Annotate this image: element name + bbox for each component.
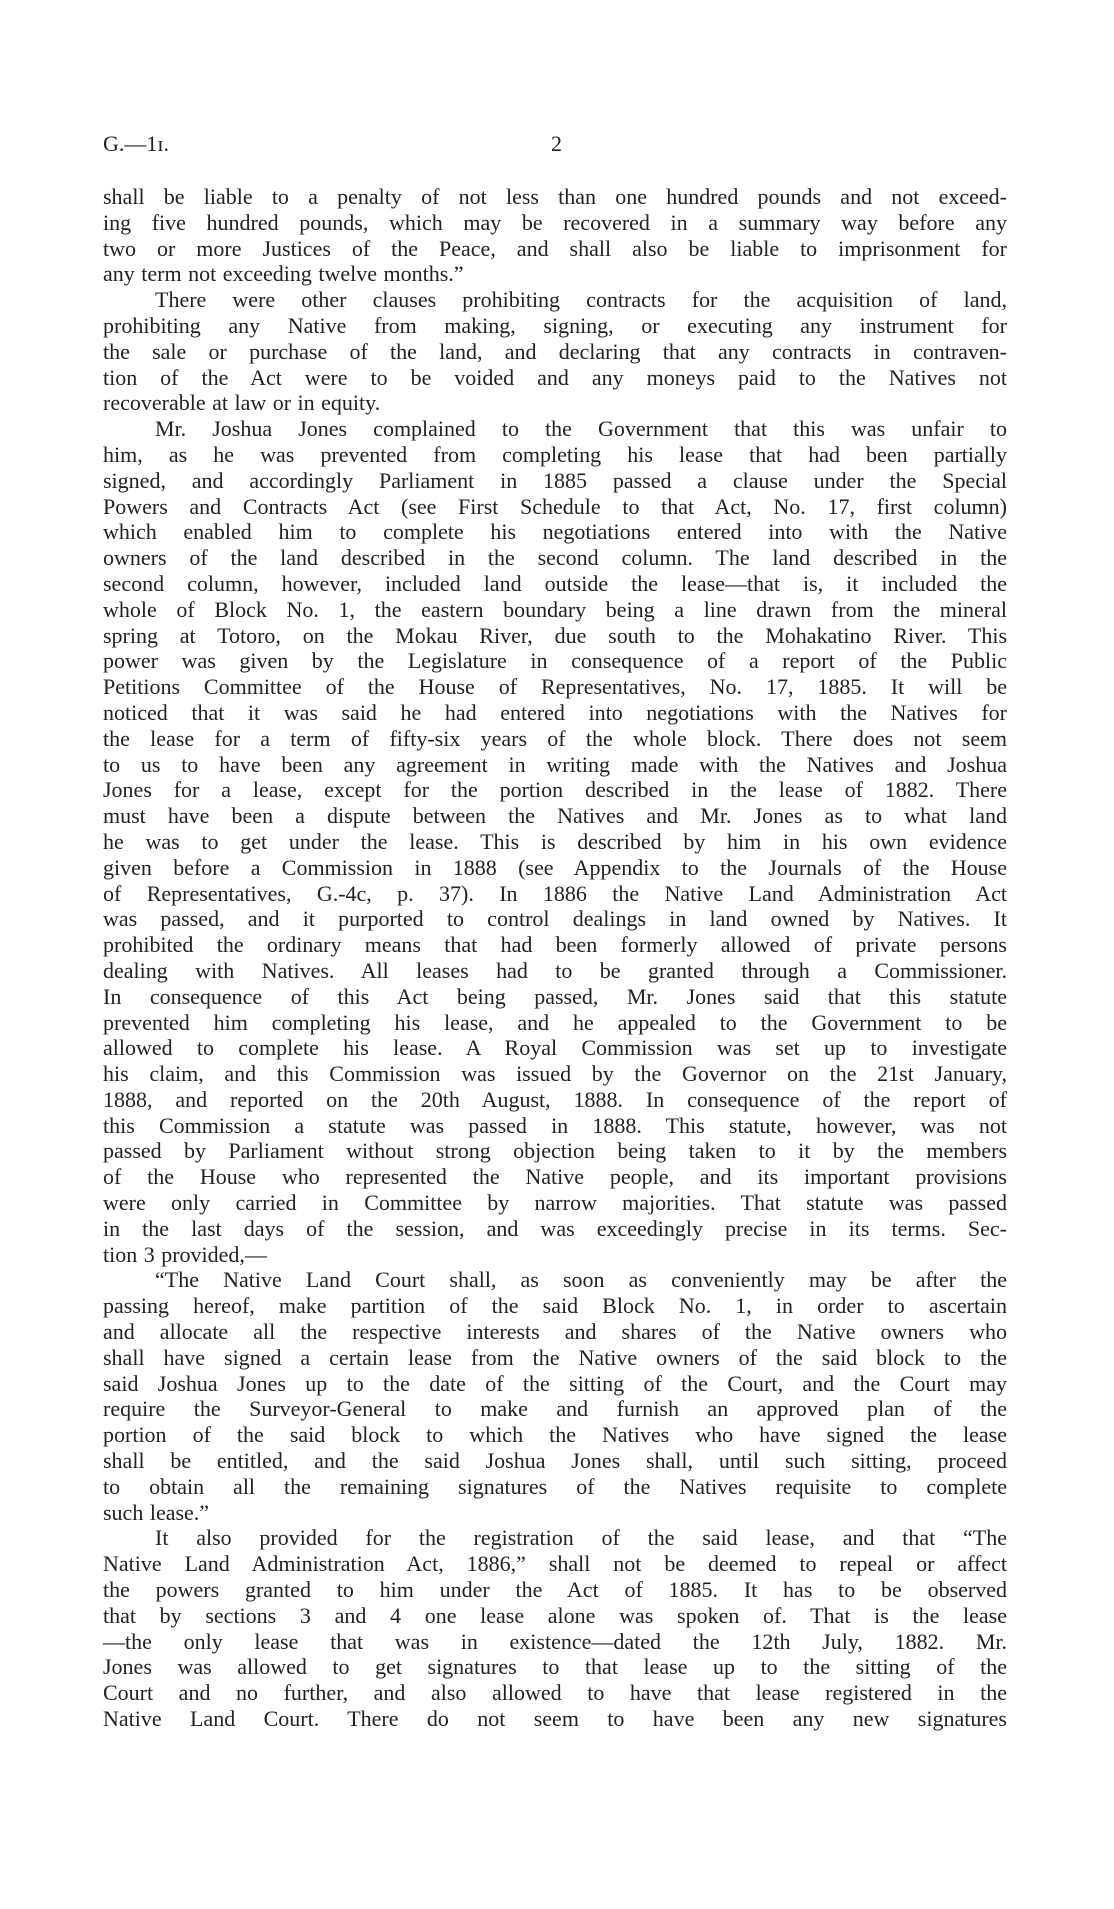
text-line: shall be entitled, and the said Joshua Jones shall, until such sitting, proceed (103, 1448, 1007, 1474)
text-line: was passed, and it purported to control dealings in land owned by Natives. It (103, 906, 1007, 932)
paragraph (103, 287, 1007, 416)
text-line: noticed that it was said he had entered into negotiations with the Natives for (103, 699, 1007, 725)
text-line: to us to have been any agreement in writing made with the Natives and Joshua (103, 751, 1007, 777)
text-line: in the last days of the session, and was exceedingly precise in its terms. Sec- (103, 1215, 1007, 1241)
text-line: prevented him completing his lease, and he appealed to the Government to be (103, 1009, 1007, 1035)
text-line: There were other clauses prohibiting contracts for the acquisition of land, (155, 287, 1007, 313)
text-line: shall be liable to a penalty of not less than one hundred pounds and not exceed- (103, 184, 1007, 209)
text-line: tion 3 provided,— (103, 1241, 267, 1267)
text-line: It also provided for the registration of the said lease, and that “The (155, 1525, 1007, 1551)
text-line: that by sections 3 and 4 one lease alone was spoken of. That is the lease (103, 1602, 1007, 1628)
text-line: Petitions Committee of the House of Representatives, No. 17, 1885. It will be (103, 674, 1007, 700)
text-line: whole of Block No. 1, the eastern boundary being a line drawn from the mineral (103, 596, 1007, 622)
text-line: ing five hundred pounds, which may be recovered in a summary way before any (103, 209, 1007, 235)
text-line: Jones for a lease, except for the portion described in the lease of 1882. There (103, 777, 1007, 803)
text-line: spring at Totoro, on the Mokau River, due south to the Mohakatino River. This (103, 622, 1007, 648)
text-line: the powers granted to him under the Act of 1885. It has to be observed (103, 1577, 1007, 1603)
page-number: 2 (551, 131, 562, 156)
text-line: must have been a dispute between the Natives and Mr. Jones as to what land (103, 803, 1007, 829)
paragraph (103, 1267, 1007, 1525)
text-line: him, as he was prevented from completing his lease that had been partially (103, 441, 1007, 467)
text-line: require the Surveyor-General to make and furnish an approved plan of the (103, 1396, 1007, 1422)
text-line: signed, and accordingly Parliament in 1885 passed a clause under the Special (103, 467, 1007, 493)
text-line: —the only lease that was in existence—dated the 12th July, 1882. Mr. (103, 1628, 1007, 1654)
paragraph (103, 416, 1007, 1267)
text-line: of the House who represented the Native people, and its important provisions (103, 1164, 1007, 1190)
text-line: said Joshua Jones up to the date of the sitting of the Court, and the Court may (103, 1370, 1007, 1396)
text-line: Native Land Administration Act, 1886,” shall not be deemed to repeal or affect (103, 1551, 1007, 1577)
text-line: dealing with Natives. All leases had to be granted through a Commissioner. (103, 957, 1007, 983)
text-line: passing hereof, make partition of the said Block No. 1, in order to ascertain (103, 1293, 1007, 1319)
body-text (103, 184, 1007, 1732)
text-line: power was given by the Legislature in consequence of a report of the Public (103, 648, 1007, 674)
text-line: prohibiting any Native from making, signing, or executing any instrument for (103, 312, 1007, 338)
text-line: this Commission a statute was passed in 1888. This statute, however, was not (103, 1112, 1007, 1138)
text-line: In consequence of this Act being passed, Mr. Jones said that this statute (103, 983, 1007, 1009)
text-line: such lease.” (103, 1499, 210, 1525)
text-line: prohibited the ordinary means that had been formerly allowed of private persons (103, 932, 1007, 958)
text-line: were only carried in Committee by narrow majorities. That statute was passed (103, 1190, 1007, 1216)
text-line: he was to get under the lease. This is described by him in his own evidence (103, 828, 1007, 854)
text-line: tion of the Act were to be voided and any moneys paid to the Natives not (103, 364, 1007, 390)
text-line: Powers and Contracts Act (see First Schedule to that Act, No. 17, first column) (103, 493, 1007, 519)
text-line: any term not exceeding twelve months.” (103, 261, 464, 287)
paragraph (103, 1525, 1007, 1731)
text-line: given before a Commission in 1888 (see Appendix to the Journals of the House (103, 854, 1007, 880)
text-line: to obtain all the remaining signatures of the Natives requisite to complete (103, 1473, 1007, 1499)
text-line: of Representatives, G.-4c, p. 37). In 1886 the Native Land Administration Act (103, 880, 1007, 906)
text-line: two or more Justices of the Peace, and shall also be liable to imprisonment for (103, 235, 1007, 261)
document-reference: G.—1ɪ. (103, 131, 169, 156)
text-line: Native Land Court. There do not seem to have been any new signatures (103, 1706, 1007, 1732)
text-line: owners of the land described in the second column. The land described in the (103, 545, 1007, 571)
text-line: and allocate all the respective interests and shares of the Native owners who (103, 1319, 1007, 1345)
paragraph (103, 184, 1007, 287)
text-line: passed by Parliament without strong objection being taken to it by the members (103, 1138, 1007, 1164)
text-line: 1888, and reported on the 20th August, 1888. In consequence of the report of (103, 1086, 1007, 1112)
text-line: the lease for a term of fifty-six years of the whole block. There does not seem (103, 725, 1007, 751)
text-line: Mr. Joshua Jones complained to the Government that this was unfair to (155, 416, 1007, 442)
text-line: recoverable at law or in equity. (103, 390, 381, 416)
text-line: which enabled him to complete his negotiations entered into with the Native (103, 519, 1007, 545)
text-line: the sale or purchase of the land, and declaring that any contracts in contraven- (103, 338, 1007, 364)
text-line: Court and no further, and also allowed to have that lease registered in the (103, 1680, 1007, 1706)
text-line: “The Native Land Court shall, as soon as conveniently may be after the (155, 1267, 1007, 1293)
text-line: second column, however, included land outside the lease—that is, it included the (103, 570, 1007, 596)
text-line: allowed to complete his lease. A Royal Commission was set up to investigate (103, 1035, 1007, 1061)
text-line: shall have signed a certain lease from the Native owners of the said block to the (103, 1344, 1007, 1370)
text-line: Jones was allowed to get signatures to that lease up to the sitting of the (103, 1654, 1007, 1680)
text-line: portion of the said block to which the Natives who have signed the lease (103, 1422, 1007, 1448)
text-line: his claim, and this Commission was issued by the Governor on the 21st January, (103, 1061, 1007, 1087)
